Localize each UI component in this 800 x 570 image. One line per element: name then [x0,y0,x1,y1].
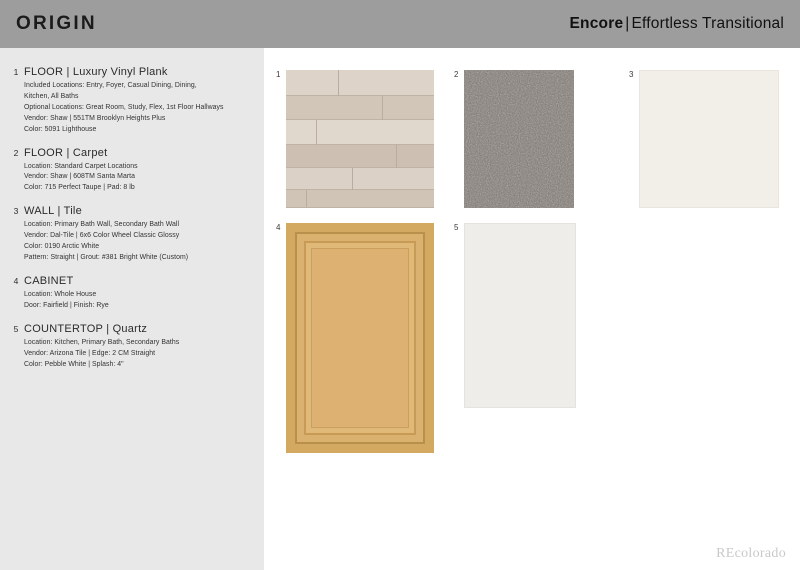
carpet-swatch [464,70,574,208]
spec-title: FLOOR | Luxury Vinyl Plank [24,66,168,78]
spec-detail-line: Color: 0190 Arctic White [24,243,100,251]
spec-body [24,323,250,371]
spec-title: WALL | Tile [24,205,82,218]
sample-4-cabinet-door [276,223,434,453]
spec-title: COUNTERTOP | Quartz [24,322,148,335]
watermark: REcolorado [716,546,786,561]
carpet-texture-icon [464,70,574,208]
spec-detail-line: Included Locations: Entry, Foyer, Casual Dining, Dining, [24,82,197,89]
sample-3-wall-tile [629,70,779,208]
sample-number: 4 [276,223,281,232]
spec-item-1 [8,66,250,136]
brand-logo: ORIGIN [16,13,97,34]
specifications-sidebar [0,48,264,570]
sample-number: 2 [454,70,459,79]
spec-title: CABINET [24,274,74,287]
quartz-countertop-swatch [464,223,576,408]
sample-2-carpet [454,70,574,208]
sample-number: 3 [629,70,634,79]
spec-detail-line: Color: Pebble White | Splash: 4" [24,360,124,368]
spec-item-2 [8,147,250,195]
spec-detail-line: Vendor: Dal-Tile | 6x6 Color Wheel Classic Glossy [24,232,180,240]
spec-detail-line: Vendor: Shaw | 608TM Santa Marta [24,173,136,181]
spec-body [24,66,250,136]
spec-detail-line: Location: Whole House [24,290,97,298]
spec-body [24,275,250,312]
spec-detail-line: Location: Kitchen, Primary Bath, Secondary Baths [24,338,180,346]
spec-detail-line: Kitchen, All Baths [24,92,79,100]
spec-title: FLOOR | Carpet [24,146,108,159]
page-header [0,0,800,48]
spec-item-4 [8,275,250,312]
spec-detail-line: Pattern: Straight | Grout: #381 Bright White (Custom) [24,253,189,261]
collection-title [570,15,784,33]
spec-number: 2 [13,147,19,158]
spec-item-5 [8,323,250,371]
spec-item-3 [8,205,250,264]
spec-detail-line: Location: Standard Carpet Locations [24,162,138,170]
spec-detail-line: Optional Locations: Great Room, Study, Flex, 1st Floor Hallways [24,103,224,111]
sample-number: 5 [454,223,459,232]
spec-detail-line: Color: 5091 Lighthouse [24,125,97,133]
collection-tagline: Effortless Transitional [631,15,784,32]
spec-detail-line: Color: 715 Perfect Taupe | Pad: 8 lb [24,184,135,192]
sample-5-quartz-countertop [454,223,576,408]
wall-tile-swatch [639,70,779,208]
cabinet-door-swatch [286,223,434,453]
spec-detail-line: Door: Fairfield | Finish: Rye [24,301,109,309]
cabinet-frame-outer [295,232,425,444]
spec-number: 5 [13,323,19,334]
luxury-vinyl-plank-swatch [286,70,434,208]
cabinet-frame-inner [304,241,416,435]
spec-detail-line: Location: Primary Bath Wall, Secondary Bath Wall [24,221,180,229]
material-sample-board [264,48,800,570]
collection-name: Encore [569,15,624,32]
spec-body [24,147,250,195]
spec-number: 1 [13,67,19,77]
sample-number: 1 [276,70,281,79]
title-separator: | [625,15,630,32]
spec-detail-line: Vendor: Shaw | 551TM Brooklyn Heights Plus [24,114,166,122]
spec-detail-line: Vendor: Arizona Tile | Edge: 2 CM Straight [24,349,156,357]
spec-number: 4 [13,275,19,286]
cabinet-center-panel [311,248,409,428]
spec-body [24,205,250,264]
sample-1-luxury-vinyl-plank [276,70,434,208]
spec-number: 3 [13,206,19,217]
